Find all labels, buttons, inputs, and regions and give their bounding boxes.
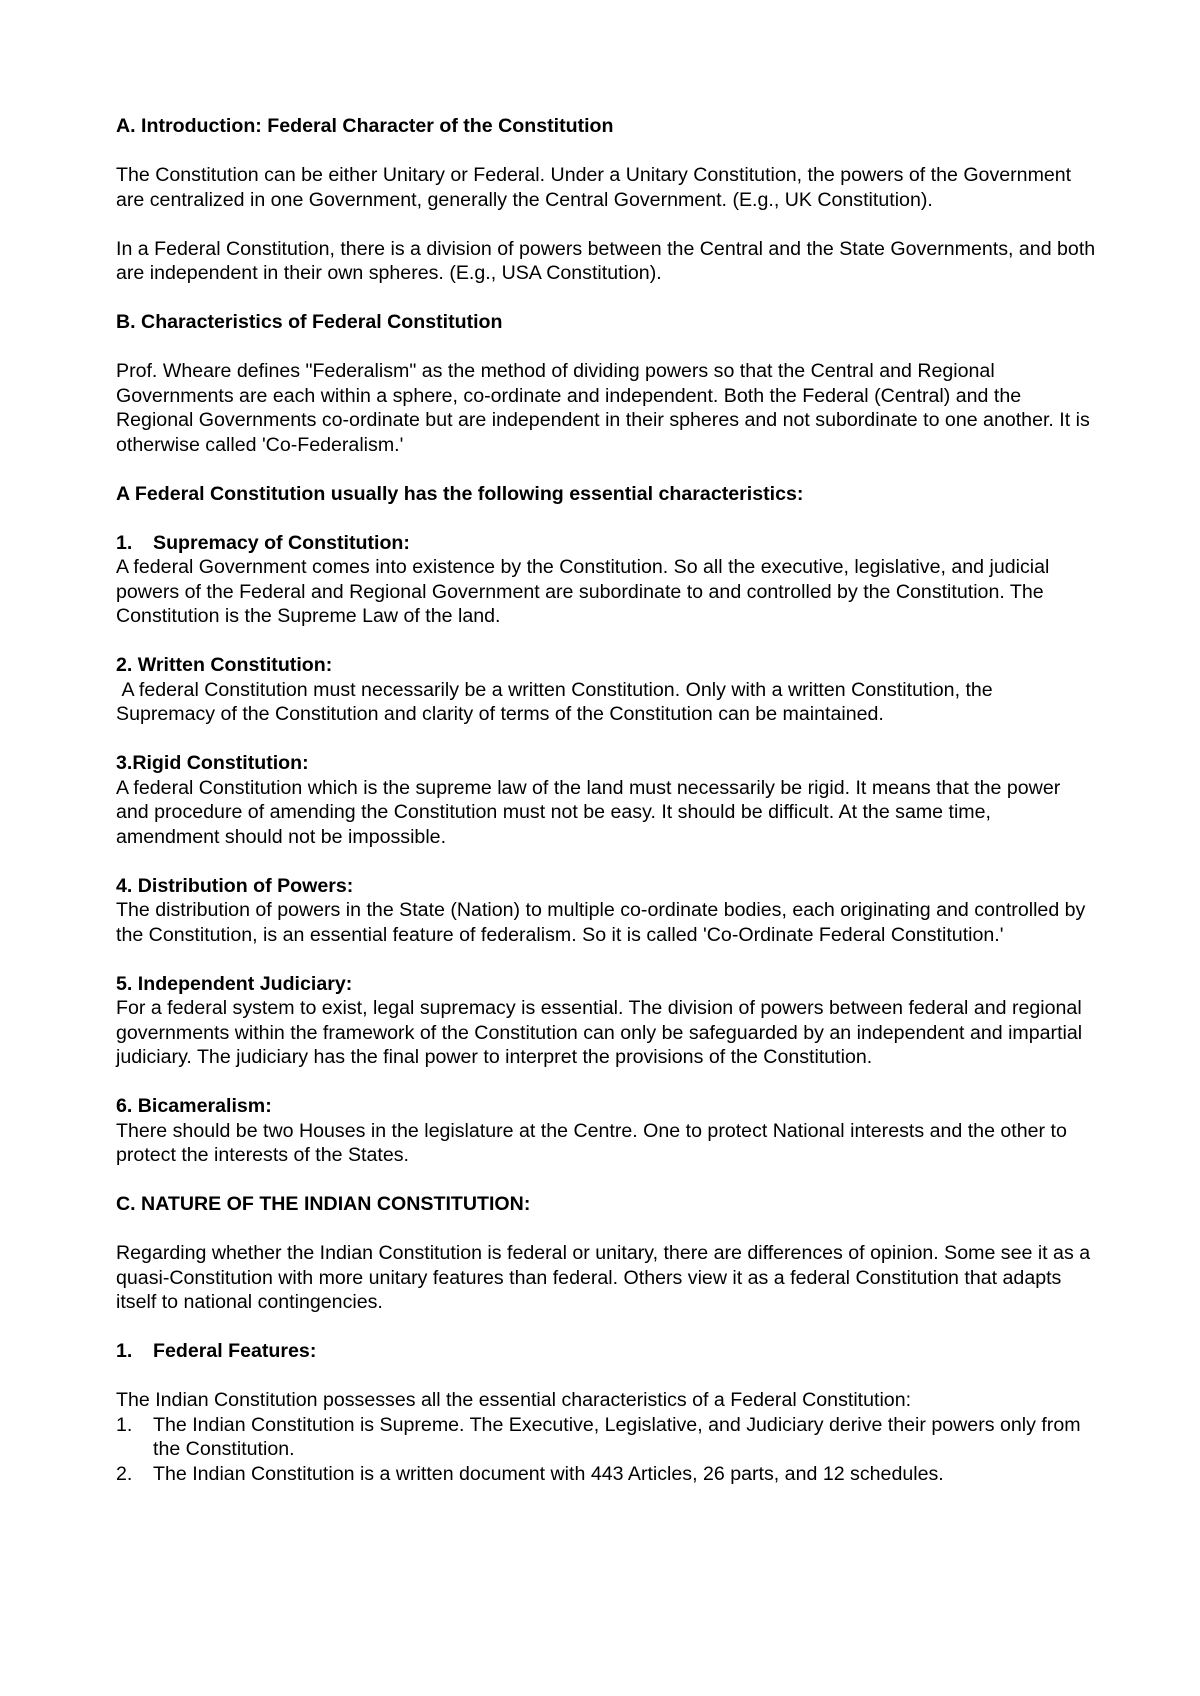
characteristic-item-1 — [116, 531, 1096, 629]
section-b-subheading: A Federal Constitution usually has the following essential characteristics: — [116, 482, 804, 505]
characteristic-text: A federal Constitution which is the supreme law of the land must necessarily be rigid. It means that the power and procedure of amending the Constitution must not be easy. It should be difficult. At the same time, amendment should not be impossible. — [116, 776, 1061, 848]
characteristic-title-text: Supremacy of Constitution: — [153, 531, 410, 554]
characteristic-title: 6. Bicameralism: — [116, 1095, 272, 1117]
list-item-number: 2. — [116, 1462, 133, 1485]
federal-features-heading — [116, 1339, 1096, 1364]
list-item-text: The Indian Constitution is Supreme. The Executive, Legislative, and Judiciary derive their powers only from the Constitution. — [153, 1413, 1081, 1460]
characteristic-item-3 — [116, 751, 1096, 849]
list-item — [116, 1462, 1096, 1487]
characteristic-text: The distribution of powers in the State (Nation) to multiple co-ordinate bodies, each originating and controlled by the Constitution, is an essential feature of federalism. So it is called 'Co-Ordinate Federal Constitution.' — [116, 899, 1086, 946]
section-b-heading: B. Characteristics of Federal Constitution — [116, 311, 503, 333]
characteristic-text: For a federal system to exist, legal supremacy is essential. The division of powers between federal and regional governments within the framework of the Constitution can only be safeguarded by an independent and impartial judiciary. The judiciary has the final power to interpret the provisions of the Constitution. — [116, 997, 1083, 1068]
federal-features-list — [116, 1413, 1096, 1487]
characteristic-text: There should be two Houses in the legislature at the Centre. One to protect National interests and the other to protect the interests of the States. — [116, 1119, 1067, 1166]
characteristic-text: A federal Constitution must necessarily be a written Constitution. Only with a written Constitution, the Supremacy of the Constitution and clarity of terms of the Constitution can be maintained. — [116, 678, 999, 725]
list-item-number: 1. — [116, 1413, 133, 1436]
section-b-para-1: Prof. Wheare defines "Federalism" as the method of dividing powers so that the Central and Regional Governments are each within a sphere, co-ordinate and independent. Both the Federal (Central) and the Regional Governments co-ordinate but are independent in their spheres and not subordinate to one another. It is otherwise called 'Co-Federalism.' — [116, 360, 1090, 456]
section-a-para-1: The Constitution can be either Unitary or Federal. Under a Unitary Constitution, the powers of the Government are centralized in one Government, generally the Central Government. (E.g., UK Constitution). — [116, 164, 1072, 211]
characteristic-item-4 — [116, 874, 1096, 948]
characteristic-item-6 — [116, 1094, 1096, 1168]
section-a-heading: A. Introduction: Federal Character of the Constitution — [116, 115, 614, 137]
characteristic-title: 5. Independent Judiciary: — [116, 972, 353, 995]
section-c-para-1: Regarding whether the Indian Constitution is federal or unitary, there are differences of opinion. Some see it as a quasi-Constitution with more unitary features than federal. Others view it as a federal Constitution that adapts itself to national contingencies. — [116, 1242, 1091, 1313]
federal-features-title: Federal Features: — [153, 1340, 317, 1362]
list-item — [116, 1413, 1096, 1462]
document-page — [116, 114, 1096, 1486]
characteristic-title: 3.Rigid Constitution: — [116, 752, 309, 774]
federal-features-number: 1. — [116, 1340, 133, 1362]
section-c-heading: C. NATURE OF THE INDIAN CONSTITUTION: — [116, 1193, 531, 1215]
characteristic-item-5 — [116, 972, 1096, 1070]
characteristic-number: 1. — [116, 531, 133, 554]
characteristic-title: 4. Distribution of Powers: — [116, 874, 354, 897]
section-a-para-2: In a Federal Constitution, there is a division of powers between the Central and the State Governments, and both are independent in their own spheres. (E.g., USA Constitution). — [116, 237, 1096, 284]
characteristic-title — [116, 531, 1096, 556]
characteristic-text: A federal Government comes into existence by the Constitution. So all the executive, legislative, and judicial powers of the Federal and Regional Government are subordinate to and controlled by the Constitution. The Constitution is the Supreme Law of the land. — [116, 556, 1050, 627]
characteristic-item-2 — [116, 653, 1096, 727]
federal-features-intro: The Indian Constitution possesses all the essential characteristics of a Federal Constitution: — [116, 1389, 912, 1411]
characteristic-title: 2. Written Constitution: — [116, 654, 333, 676]
list-item-text: The Indian Constitution is a written document with 443 Articles, 26 parts, and 12 schedules. — [153, 1462, 944, 1485]
